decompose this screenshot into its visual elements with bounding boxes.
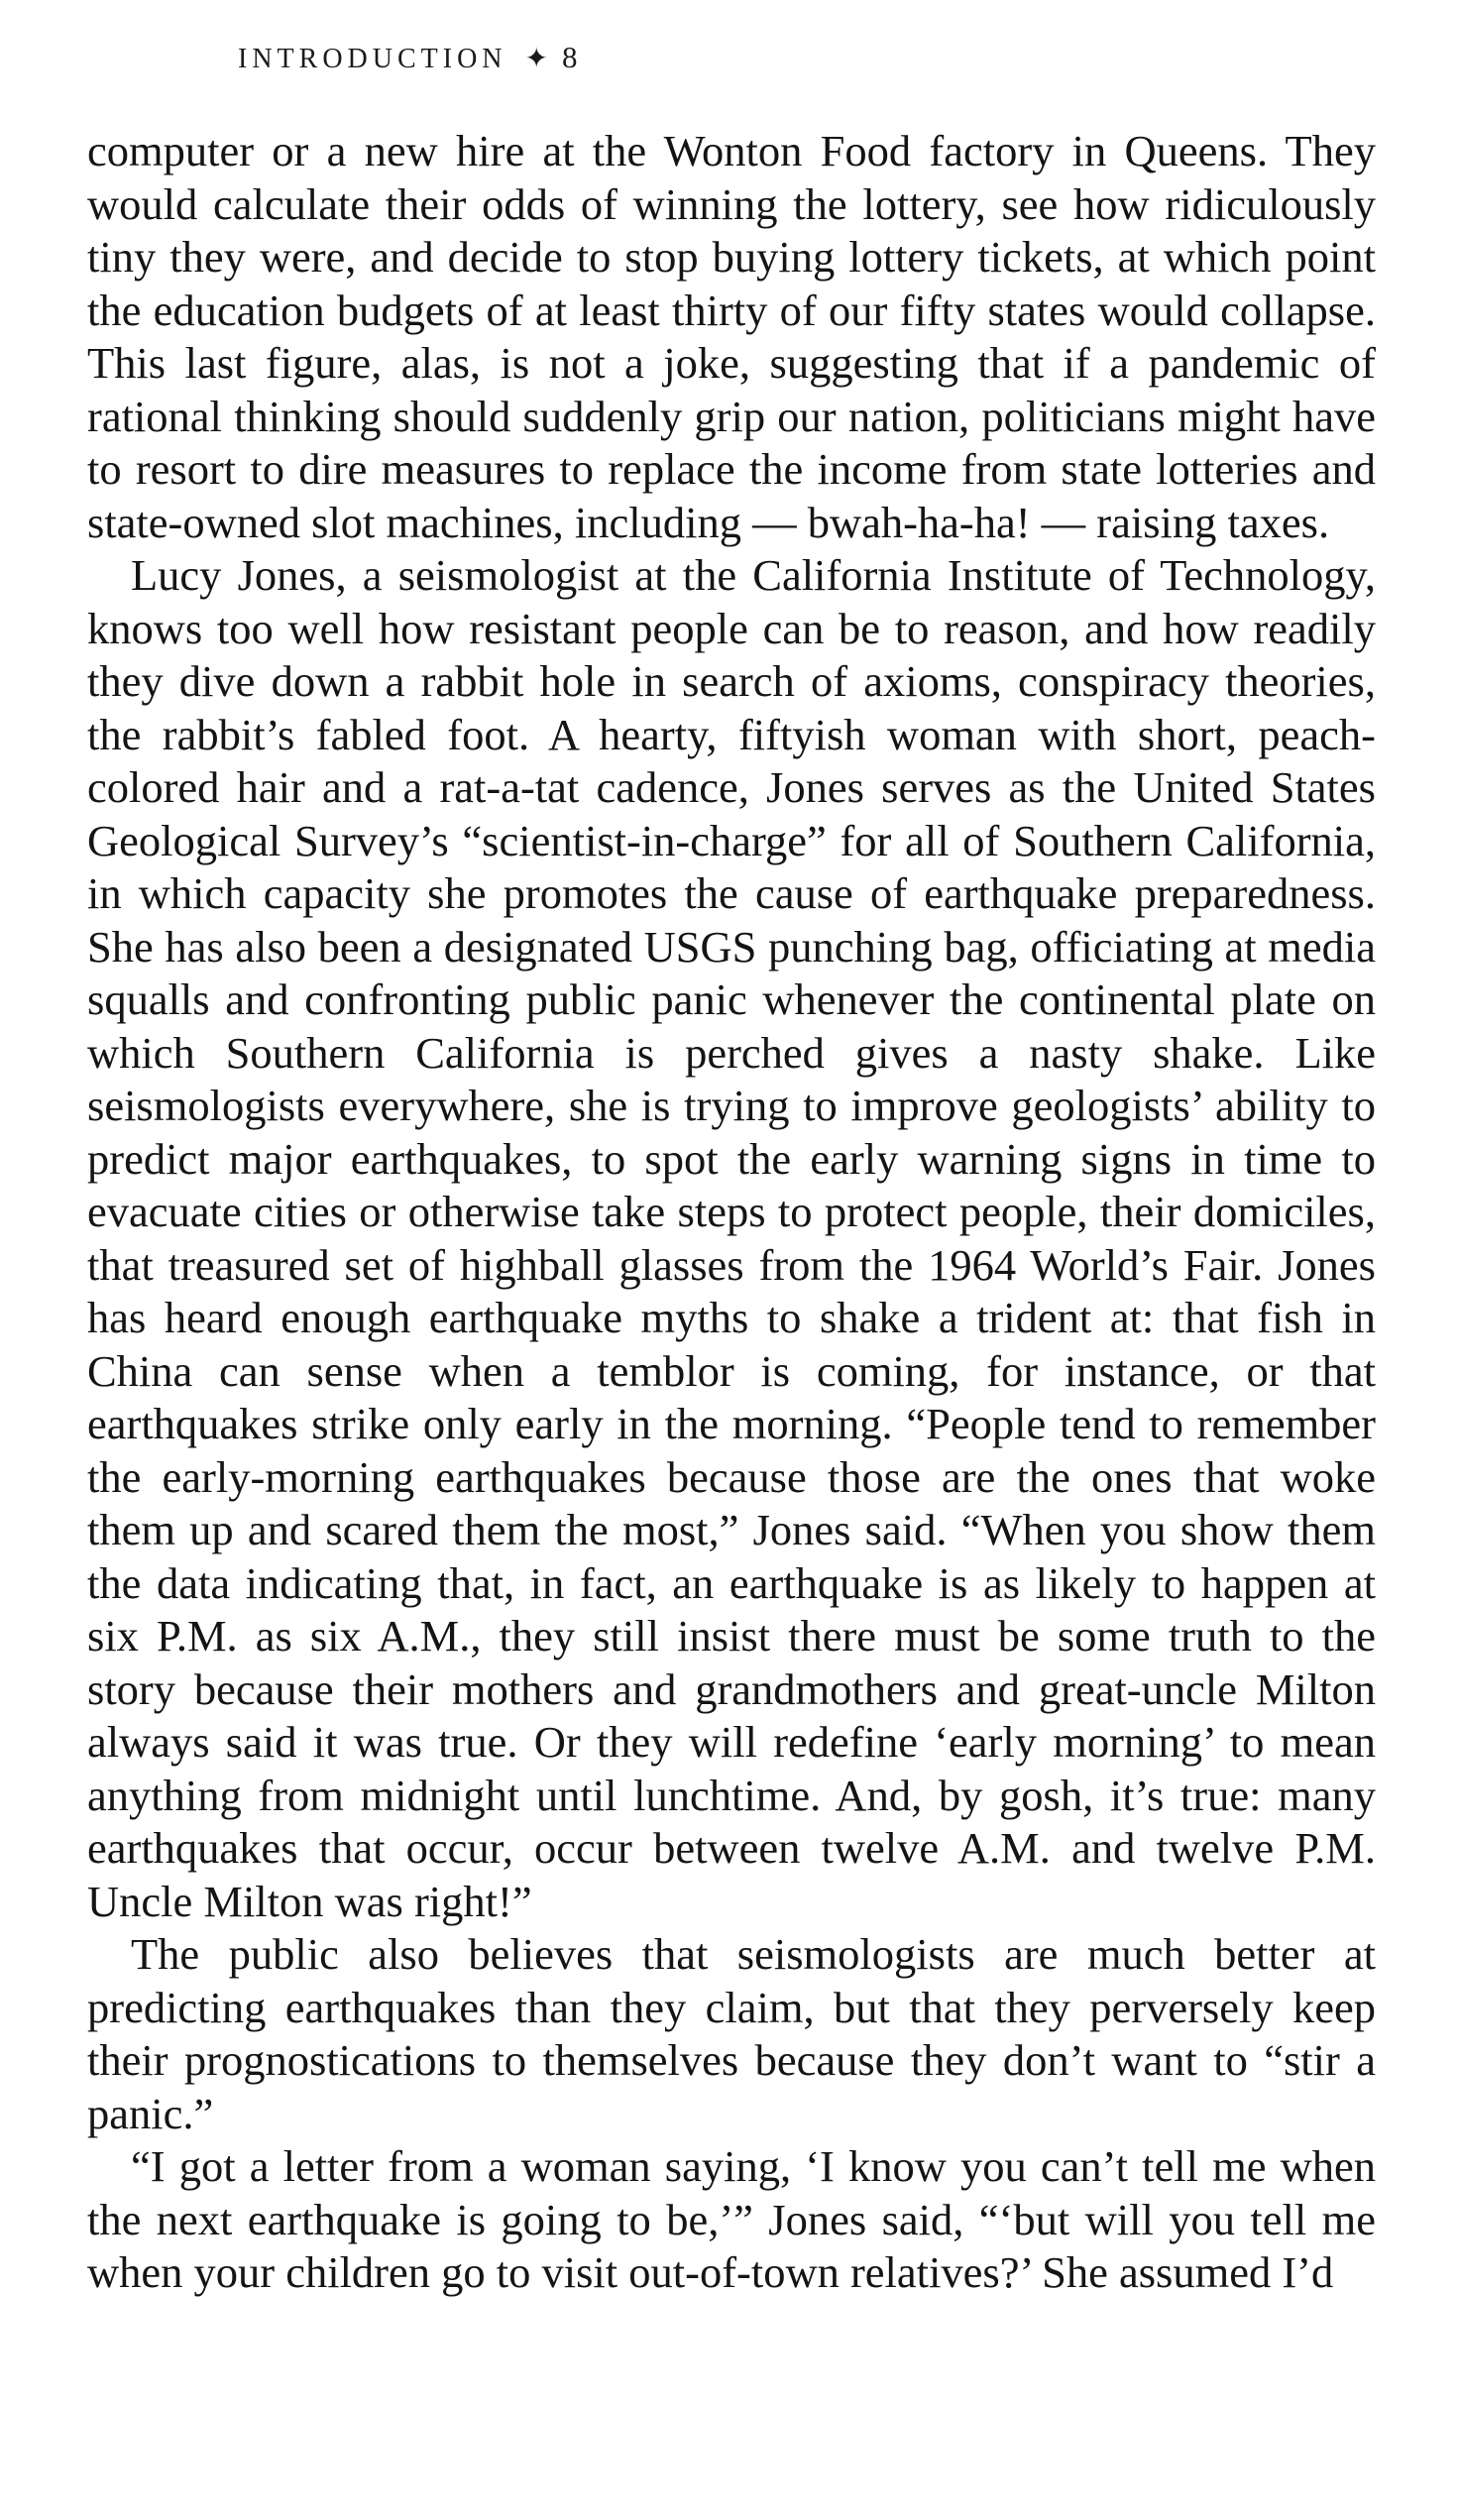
paragraph-letter-quote: “I got a letter from a woman saying, ‘I know you can’t tell me when the next earthquake is going to be,’” Jones said, “‘but will you tell me when your children go to visit out-of-town relatives?’ She assumed I’d <box>87 2141 1376 2297</box>
paragraph-continued: computer or a new hire at the Wonton Food factory in Queens. They would calculate their odds of winning the lottery, see how ridiculously tiny they were, and decide to stop buying lottery tickets, at which point the education budgets of at least thirty of our fifty states would collapse. This last figure, alas, is not a joke, suggesting that if a pandemic of rational thinking should suddenly grip our nation, politicians might have to resort to dire measures to replace the income from state lotteries and state-owned slot machines, including — bwah-ha-ha! — raising taxes. <box>87 126 1376 547</box>
paragraph-public-belief: The public also believes that seismologists are much better at predicting earthquakes than they claim, but that they perversely keep their prognostications to themselves because they don’t want to “stir a panic.” <box>87 1929 1376 2138</box>
four-point-star-icon: ✦ <box>524 44 548 74</box>
paragraph-lucy-jones: Lucy Jones, a seismologist at the California Institute of Technology, knows too well how resistant people can be to reason, and how readily they dive down a rabbit hole in search of axioms, conspiracy theories, the rabbit’s fabled foot. A hearty, fiftyish woman with short, peach-colored hair and a rat-a-tat cadence, Jones serves as the United States Geological Survey’s “scientist-in-charge” for all of Southern California, in which capacity she promotes the cause of earthquake preparedness. She has also been a designated USGS punching bag, officiating at media squalls and confronting public panic whenever the continental plate on which Southern California is perched gives a nasty shake. Like seismologists everywhere, she is trying to improve geologists’ ability to predict major earthquakes, to spot the early warning signs in time to evacuate cities or otherwise take steps to protect people, their domiciles, that treasured set of highball glasses from the 1964 World’s Fair. Jones has heard enough earthquake myths to shake a trident at: that fish in China can sense when a temblor is coming, for instance, or that earthquakes strike only early in the morning. “People tend to remember the early-morning earthquakes because those are the ones that woke them up and scared them the most,” Jones said. “When you show them the data indicating that, in fact, an earthquake is as likely to happen at six P.M. as six A.M., they still insist there must be some truth to the story because their mothers and grandmothers and great-uncle Milton always said it was true. Or they will redefine ‘early morning’ to mean anything from midnight until lunchtime. And, by gosh, it’s true: many earthquakes that occur, occur between twelve A.M. and twelve P.M. Uncle Milton was right!” <box>87 550 1376 1926</box>
running-head-section: INTRODUCTION <box>238 44 507 74</box>
running-head <box>238 40 578 75</box>
page-number: 8 <box>562 40 578 74</box>
body-text <box>87 125 1376 2300</box>
